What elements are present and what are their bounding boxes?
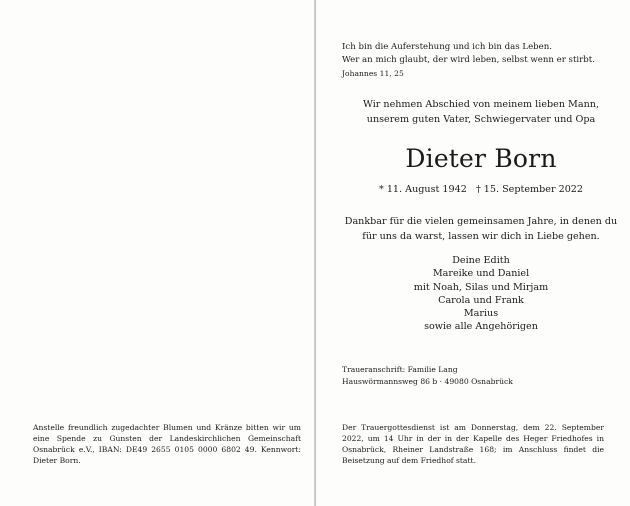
thanks-line-2: für uns da warst, lassen wir dich in Liebe gehen.	[362, 230, 600, 242]
funeral-service-info: Der Trauergottesdienst ist am Donnerstag, dem 22. September 2022, um 14 Uhr in der in der Kapelle des Heger Friedhofes in Osnabrück, Rheiner Landstraße 168; im Anschluss findet die Beisetzung auf dem Friedhof statt.	[342, 423, 604, 465]
bible-quote	[342, 41, 622, 80]
intro-line-2: unserem guten Vater, Schwiegervater und Opa	[366, 113, 596, 125]
family-member: mit Noah, Silas und Mirjam	[413, 281, 549, 293]
right-page	[316, 0, 630, 506]
thanks-line-1: Dankbar für die vielen gemeinsamen Jahre, in denen du	[344, 216, 618, 227]
left-page	[0, 0, 314, 506]
donation-note: Anstelle freundlich zugedachter Blumen und Kränze bitten wir um eine Spende zu Gunsten der Landeskirchlichen Gemeinschaft Osnabrück e.V., IBAN: DE49 2655 0105 0000 6802 49. Kennwort: Dieter Born.	[33, 423, 301, 465]
farewell-intro	[332, 98, 630, 127]
address-line-2: Hauswörmannsweg 86 b · 49080 Osnabrück	[342, 376, 513, 386]
quote-line-2: Wer an mich glaubt, der wird leben, selbst wenn er stirbt.	[342, 55, 595, 65]
deceased-name: Dieter Born	[405, 144, 557, 173]
thanks-text	[332, 215, 630, 244]
family-member: sowie alle Angehörigen	[424, 321, 538, 333]
address-line-1: Traueranschrift: Familie Lang	[342, 365, 458, 374]
family-member: Carola und Frank	[438, 294, 524, 306]
family-member: Deine Edith	[452, 255, 510, 266]
family-member: Mareike und Daniel	[432, 268, 530, 280]
family-member: Marius	[463, 308, 499, 320]
quote-line-1: Ich bin die Auferstehung und ich bin das Leben.	[342, 42, 553, 52]
intro-line-1: Wir nehmen Abschied von meinem lieben Mann,	[363, 99, 599, 110]
life-dates: * 11. August 1942 † 15. September 2022	[378, 184, 584, 195]
quote-reference: Johannes 11, 25	[342, 69, 404, 78]
mourning-address	[342, 364, 622, 387]
family-list	[332, 254, 630, 334]
